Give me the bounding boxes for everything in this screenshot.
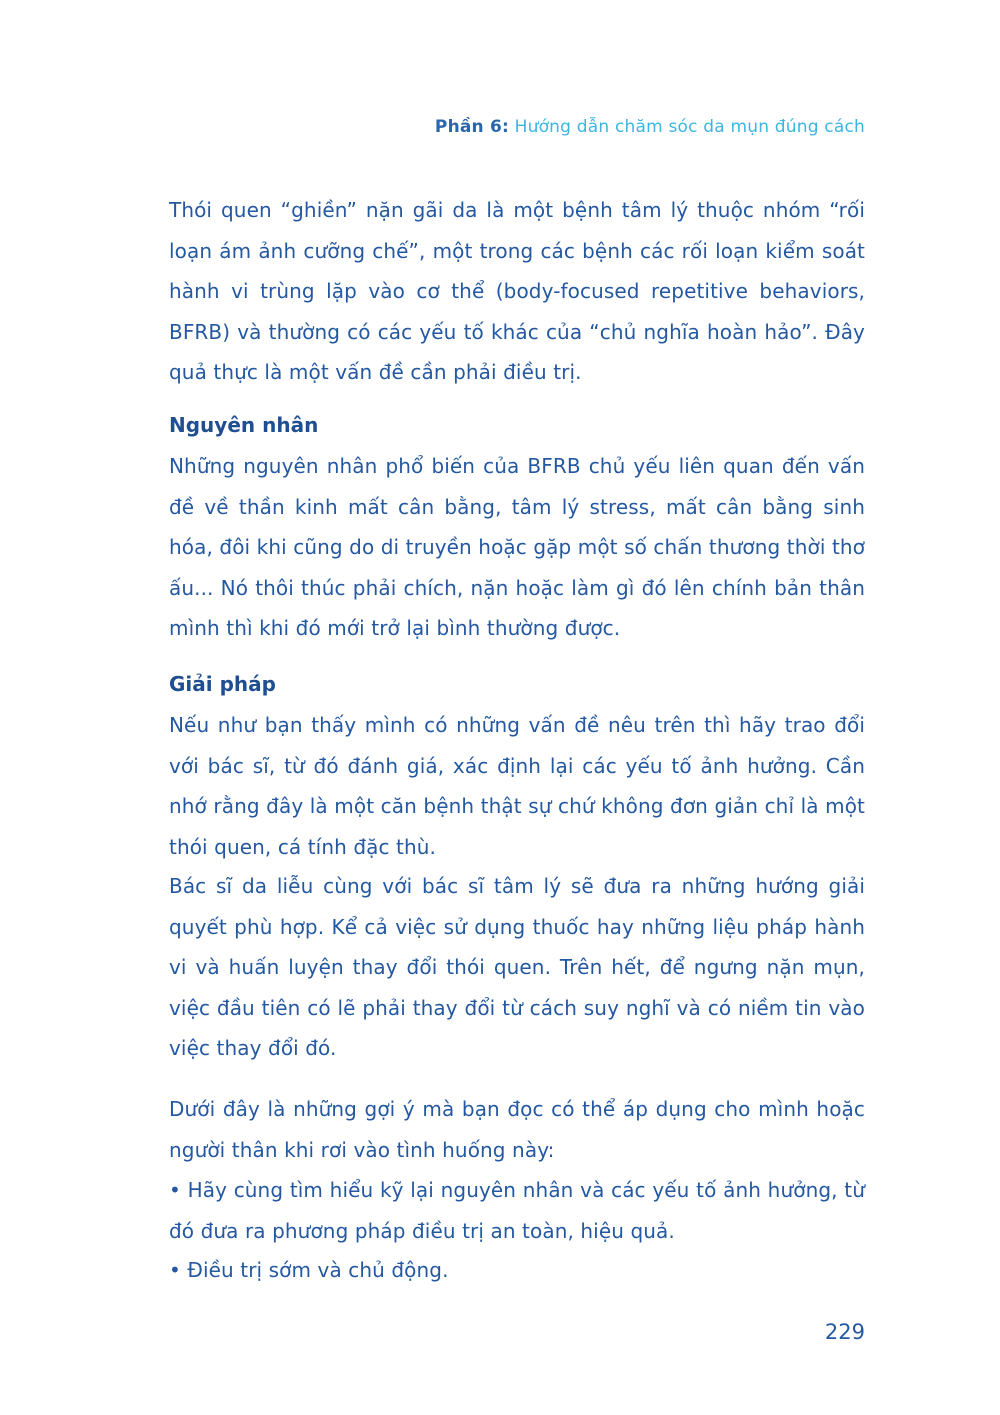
chapter-label: Phần 6:	[434, 117, 510, 137]
solution-paragraph-1: Nếu như bạn thấy mình có những vấn đề nêu trên thì hãy trao đổi với bác sĩ, từ đó đánh giá, xác định lại các yếu tố ảnh hưởng. Cần nhớ rằng đây là một căn bệnh thật sự chứ không đơn giản chỉ là một thói quen, cá tính đặc thù.	[169, 713, 865, 859]
solution-heading: Giải pháp	[169, 672, 276, 696]
intro-paragraph: Thói quen “ghiền” nặn gãi da là một bệnh tâm lý thuộc nhóm “rối loạn ám ảnh cưỡng chế”, một trong các bệnh các rối loạn kiểm soát hành vi trùng lặp vào cơ thể (body-focused repetitive behaviors, BFRB) và thường có các yếu tố khác của “chủ nghĩa hoàn hảo”. Đây quả thực là một vấn đề cần phải điều trị.	[169, 198, 865, 384]
running-header	[435, 117, 865, 137]
suggestion-bullet-1: • Hãy cùng tìm hiểu kỹ lại nguyên nhân và các yếu tố ảnh hưởng, từ đó đưa ra phương pháp điều trị an toàn, hiệu quả.	[169, 1178, 865, 1243]
page-number: 229	[824, 1320, 865, 1344]
suggestion-bullet-2: • Điều trị sớm và chủ động.	[169, 1258, 449, 1282]
chapter-title: Hướng dẫn chăm sóc da mụn đúng cách	[514, 117, 865, 137]
cause-paragraph: Những nguyên nhân phổ biến của BFRB chủ yếu liên quan đến vấn đề về thần kinh mất cân bằng, tâm lý stress, mất cân bằng sinh hóa, đôi khi cũng do di truyền hoặc gặp một số chấn thương thời thơ ấu... Nó thôi thúc phải chích, nặn hoặc làm gì đó lên chính bản thân mình thì khi đó mới trở lại bình thường được.	[169, 454, 865, 640]
cause-heading: Nguyên nhân	[169, 413, 319, 437]
suggestions-intro: Dưới đây là những gợi ý mà bạn đọc có thể áp dụng cho mình hoặc người thân khi rơi vào tình huống này:	[169, 1097, 865, 1162]
solution-paragraph-2: Bác sĩ da liễu cùng với bác sĩ tâm lý sẽ đưa ra những hướng giải quyết phù hợp. Kể cả việc sử dụng thuốc hay những liệu pháp hành vi và huấn luyện thay đổi thói quen. Trên hết, để ngưng nặn mụn, việc đầu tiên có lẽ phải thay đổi từ cách suy nghĩ và có niềm tin vào việc thay đổi đó.	[169, 874, 865, 1060]
